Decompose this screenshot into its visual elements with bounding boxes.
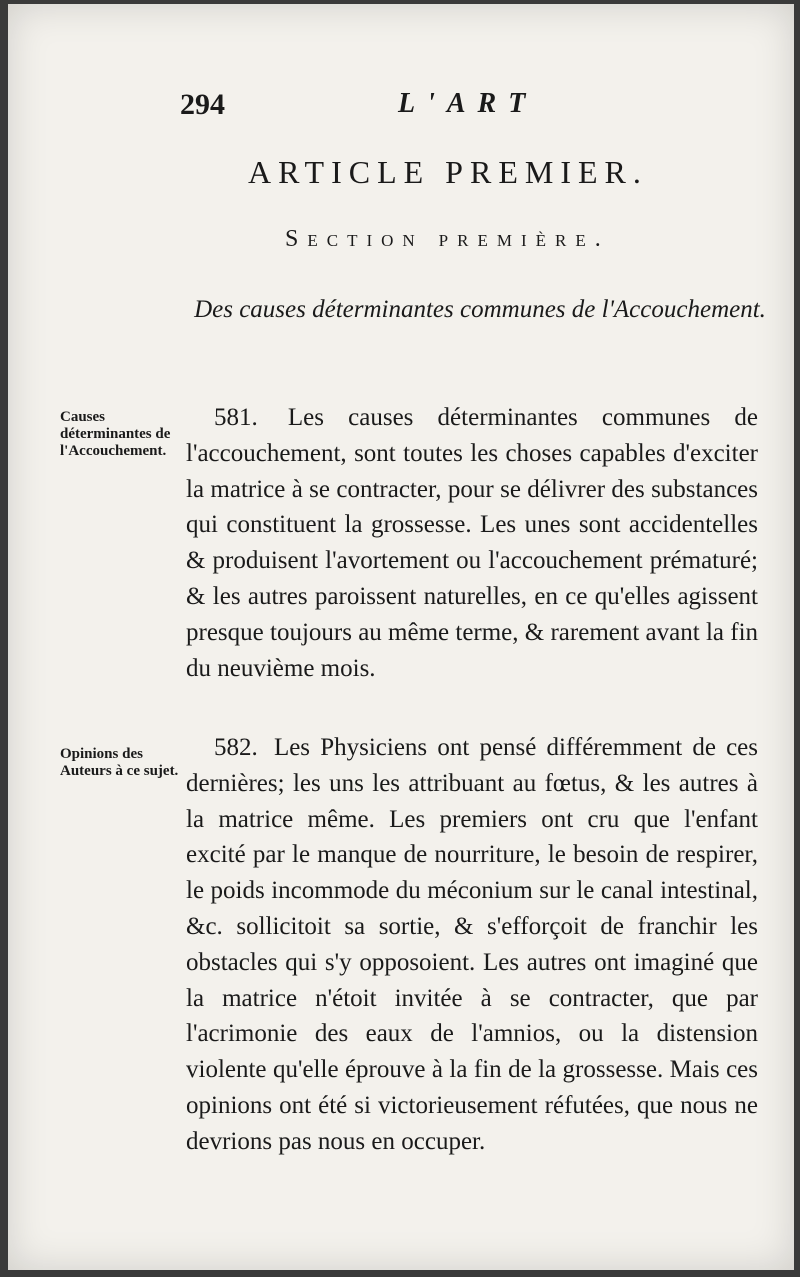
paragraph-number: 582. [214,734,258,761]
margin-note-582: Opinions des Auteurs à ce sujet. [60,746,179,779]
page-number: 294 [180,88,225,121]
article-title: ARTICLE PREMIER. [248,154,648,190]
margin-note-581: Causes déterminantes de l'Accouchement. [60,409,171,459]
running-head [8,88,794,128]
paragraph-text: Les Physiciens ont pensé différemment de ces dernières; les uns les attribuant au fœtus, & les autres à la matrice même. Les premiers ont cru que l'enfant excité par le manque de nourriture, le besoin de respirer, le poids incommode du méconium sur le canal intestinal, &c. sollicitoit sa sortie, & s'efforçoit de franchir les obstacles qui s'y opposoient. Les autres ont imaginé que la matrice n'étoit invitée à se contracter, que par l'acrimonie des eaux de l'amnios, ou la distension violente qu'elle éprouve à la fin de la grossesse. Mais ces opinions ont été si victorieusement réfutées, que nous ne devrions pas nous en occuper. [186,734,759,1155]
paragraph-582 [186,730,758,1160]
paragraph-text: Les causes déterminantes communes de l'accouchement, sont toutes les choses capables d'exciter la matrice à se contracter, pour se délivrer des substances qui constituent la grossesse. Les unes sont accidentelles & produisent l'avortement ou l'accouchement prématuré; & les autres paroissent naturelles, en ce qu'elles agissent presque toujours au même terme, & rarement avant la fin du neuvième mois. [186,404,759,682]
running-title: L'ART [398,88,538,119]
paragraph-number: 581. [214,404,258,431]
paragraph-581 [186,400,758,686]
chapter-title: Des causes déterminantes communes de l'Accouchement. [194,296,766,323]
book-page [8,4,794,1270]
section-title: Section première. [285,226,610,252]
